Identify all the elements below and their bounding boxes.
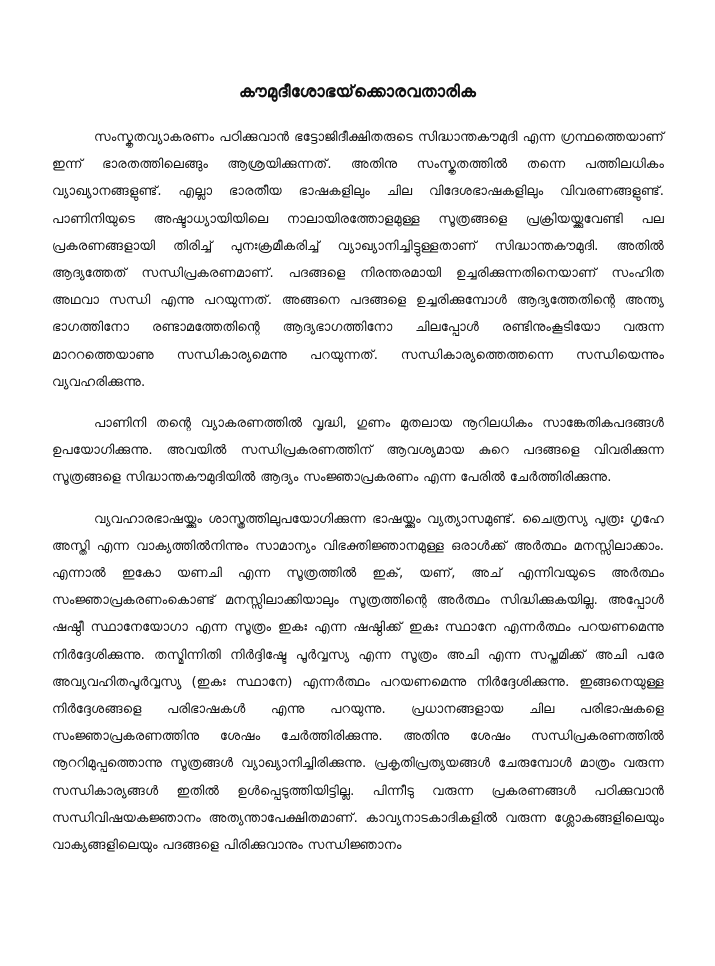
page-title: കൗമുദീശോഭയ്‌ക്കൊരവതാരിക [238,82,477,101]
paragraph-2: പാണിനി തന്റെ വ്യാകരണത്തിൽ വൃദ്ധി, ഗുണം മുതലായ നൂറിലധികം സാങ്കേതികപദങ്ങൾ ഉപയോഗിക്കുന്നു. അവയിൽ സന്ധിപ്രകരണത്തിന് ആവശ്യമായ കുറെ പദങ്ങളെ വിവരിക്കുന്ന സൂത്രങ്ങളെ സിദ്ധാന്തകൗമുദിയിൽ ആദ്യം സംജ്ഞാപ്രകരണം എന്ന പേരിൽ ചേർത്തിരിക്കുന്നു. [52,416,664,486]
document-body [52,124,664,873]
paragraph-3: വ്യവഹാരഭാഷയ്ക്കും ശാസ്ത്രത്തിലുപയോഗിക്കുന്ന ഭാഷയ്ക്കും വ്യത്യാസമുണ്ട്. ചൈത്രസ്യ പുത്രഃ ഗൃഹേ അസ്തി എന്ന വാക്യത്തിൽനിന്നും സാമാന്യം വിഭക്തിജ്ഞാനമുള്ള ഒരാൾക്ക് അർത്ഥം മനസ്സിലാക്കാം. എന്നാൽ ഇകോ യണചി എന്ന സൂത്രത്തിൽ ഇക്, യണ്, അച് എന്നിവയുടെ അർത്ഥം സംജ്ഞാപ്രകരണംകൊണ്ട് മനസ്സിലാക്കിയാലും സൂത്രത്തിന്റെ അർത്ഥം സിദ്ധിക്കുകയില്ല. അപ്പോൾ ഷഷ്ഠീ സ്ഥാനേയോഗാ എന്ന സൂത്രം ഇകഃ എന്ന ഷഷ്ഠിക്ക് ഇകഃ സ്ഥാനേ എന്നർത്ഥം പറയണമെന്നു നിർദ്ദേശിക്കുന്നു. തസ്മിന്നിതി നിർദ്ദിഷ്ടേ പൂർവ്വസ്യ എന്ന സൂത്രം അചി എന്ന സപ്തമിക്ക് അചി പരേ അവ്യവഹിതപൂർവ്വസ്യ (ഇകഃ സ്ഥാനേ) എന്നർത്ഥം പറയണമെന്നു നിർദ്ദേശിക്കുന്നു. ഇങ്ങനെയുള്ള നിർദ്ദേശങ്ങളെ പരിഭാഷകൾ എന്നു പറയുന്നു. പ്രധാനങ്ങളായ ചില പരിഭാഷകളെ സംജ്ഞാപ്രകരണത്തിനു ശേഷം ചേർത്തിരിക്കുന്നു. അതിനു ശേഷം സന്ധിപ്രകരണത്തിൽ നൂററിമുപ്പത്തൊന്നു സൂത്രങ്ങൾ വ്യാഖ്യാനിച്ചിരിക്കുന്നു. പ്രകൃതിപ്രത്യയങ്ങൾ ചേരുമ്പോൾ മാത്രം വരുന്ന സന്ധികാര്യങ്ങൾ ഇതിൽ ഉൾപ്പെടുത്തിയിട്ടില്ല. പിന്നീടു വരുന്ന പ്രകരണങ്ങൾ പഠിക്കുവാൻ സന്ധിവിഷയകജ്ഞാനം അത്യന്താപേക്ഷിതമാണ്. കാവ്യനാടകാദികളിൽ വരുന്ന ശ്ലോകങ്ങളിലെയും വാക്യങ്ങളിലെയും പദങ്ങളെ പിരിക്കുവാനും സന്ധിജ്ഞാനം [52,511,664,854]
paragraph-1: സംസ്കൃതവ്യാകരണം പഠിക്കുവാൻ ഭട്ടോജിദീക്ഷിതരുടെ സിദ്ധാന്തകൗമുദി എന്ന ഗ്രന്ഥത്തെയാണ് ഇന്ന് ഭാരതത്തിലെങ്ങും ആശ്രയിക്കുന്നത്. അതിനു സംസ്കൃതത്തിൽ തന്നെ പത്തിലധികം വ്യാഖ്യാനങ്ങളുണ്ട്. എല്ലാ ഭാരതീയ ഭാഷകളിലും ചില വിദേശഭാഷകളിലും വിവരണങ്ങളുണ്ട്. പാണിനിയുടെ അഷ്ടാധ്യായിയിലെ നാലായിരത്തോളമുള്ള സൂത്രങ്ങളെ പ്രക്രിയയ്ക്കുവേണ്ടി പല പ്രകരണങ്ങളായി തിരിച്ച് പുനഃക്രമീകരിച്ച് വ്യാഖ്യാനിച്ചിട്ടുള്ളതാണ് സിദ്ധാന്തകൗമുദി. അതിൽ ആദ്യത്തേത് സന്ധിപ്രകരണമാണ്. പദങ്ങളെ നിരന്തരമായി ഉച്ചരിക്കുന്നതിനെയാണ് സംഹിത അഥവാ സന്ധി എന്നു പറയുന്നത്. അങ്ങനെ പദങ്ങളെ ഉച്ചരിക്കുമ്പോൾ ആദ്യത്തേതിന്റെ അന്ത്യ ഭാഗത്തിനോ രണ്ടാമത്തേതിന്റെ ആദ്യഭാഗത്തിനോ ചിലപ്പോൾ രണ്ടിനുംകൂടിയോ വരുന്ന മാററത്തെയാണു സന്ധികാര്യമെന്നു പറയുന്നത്. സന്ധികാര്യത്തെത്തന്നെ സന്ധിയെന്നും വ്യവഹരിക്കുന്നു. [52,130,664,390]
